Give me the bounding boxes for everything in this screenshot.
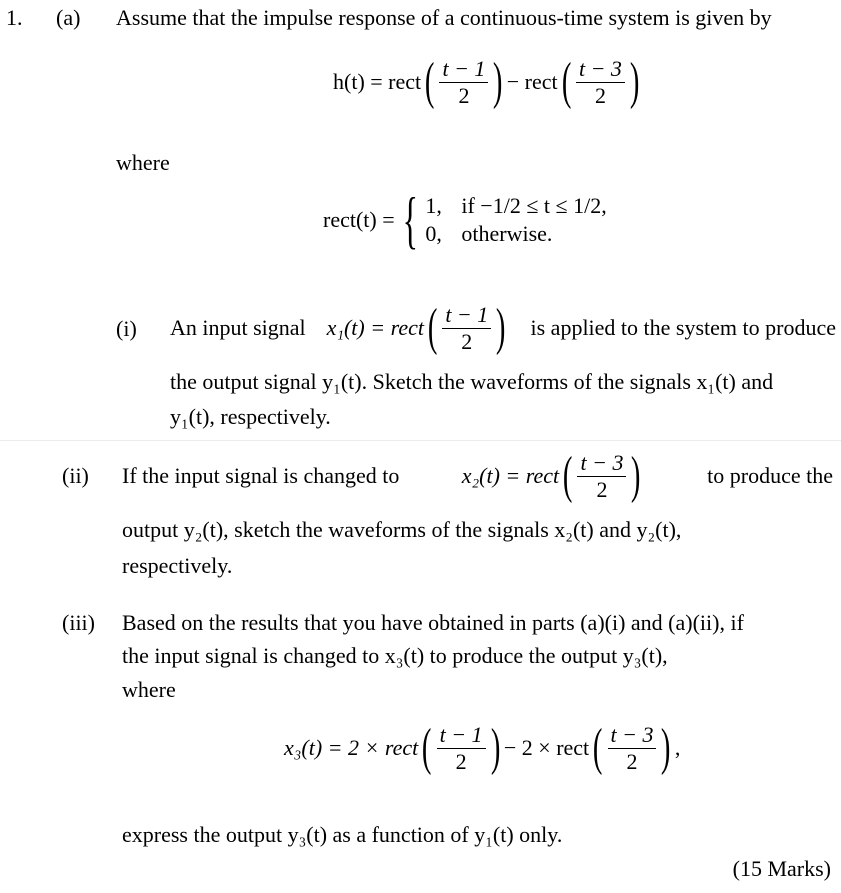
case-0-condition: otherwise.	[461, 221, 553, 246]
x2-expression: x₂(t) = rect ( $\frac{t - 3}{2}$ )	[461, 447, 641, 504]
part-a-label: (a)	[56, 5, 81, 30]
x3-end: ,	[674, 735, 681, 760]
paren-left: (	[425, 53, 435, 110]
left-brace: {	[402, 184, 418, 255]
h-lhs: h(t) = rect	[333, 69, 422, 94]
part-ii-label: (ii)	[62, 463, 89, 488]
paren-left: (	[561, 53, 572, 110]
case-0-value: 0,	[425, 221, 442, 246]
where-text: where	[116, 150, 170, 175]
part-iii-line4: express the output y₃(t) as a function of y₁(t) only.	[122, 822, 563, 847]
case-1-condition: if −1/2 ≤ t ≤ 1/2,	[461, 193, 607, 218]
part-i-line3: y₁(t), respectively.	[170, 404, 331, 429]
part-ii-line1	[122, 447, 833, 504]
cases	[425, 195, 606, 245]
part-iii-line3: where	[122, 677, 176, 702]
h-minus: − rect	[506, 69, 558, 94]
part-ii-text-b: to produce the	[707, 463, 833, 488]
x3-mid: − 2 × rect	[503, 735, 590, 760]
part-ii-line2: output y₂(t), sketch the waveforms of the signals x₂(t) and y₂(t),	[122, 517, 682, 542]
x3-equation: x₃(t) = 2 × rect ( $\frac{t - 1}{2}$ ) − 2 × rect ( $\frac{t - 3}{2}$ ) ,	[284, 719, 681, 776]
intro-text: Assume that the impulse response of a continuous-time system is given by	[116, 5, 772, 30]
paren-right: )	[493, 53, 503, 110]
question-number: 1.	[6, 5, 23, 30]
x3-lhs: x₃(t) = 2 × rect	[284, 735, 419, 760]
impulse-response-equation	[333, 53, 643, 110]
fraction-1: $\frac{t - 1}{2}$	[439, 57, 488, 106]
case-1-value: 1,	[425, 193, 442, 218]
part-ii-line3: respectively.	[122, 553, 233, 578]
part-iii-line2: the input signal is changed to x₃(t) to produce the output y₃(t),	[122, 643, 668, 668]
part-i-text-b: is applied to the system to produce	[530, 315, 836, 340]
part-i-line2: the output signal y₁(t). Sketch the waveforms of the signals x₁(t) and	[170, 369, 774, 394]
part-i-line1	[170, 299, 836, 356]
rect-lhs: rect(t) =	[323, 207, 395, 232]
part-ii-text-a: If the input signal is changed to	[122, 463, 400, 488]
paren-right: )	[629, 53, 640, 110]
x1-expression: x₁(t) = rect ( $\frac{t - 1}{2}$ )	[326, 299, 506, 356]
rect-definition	[323, 184, 607, 255]
marks: (15 Marks)	[732, 856, 831, 881]
section-divider	[0, 440, 841, 441]
part-i-text-a: An input signal	[170, 315, 306, 340]
part-i-label: (i)	[116, 316, 137, 341]
fraction-2: $\frac{t - 3}{2}$	[576, 57, 625, 106]
part-iii-label: (iii)	[62, 610, 95, 635]
part-iii-line1: Based on the results that you have obtained in parts (a)(i) and (a)(ii), if	[122, 610, 744, 635]
